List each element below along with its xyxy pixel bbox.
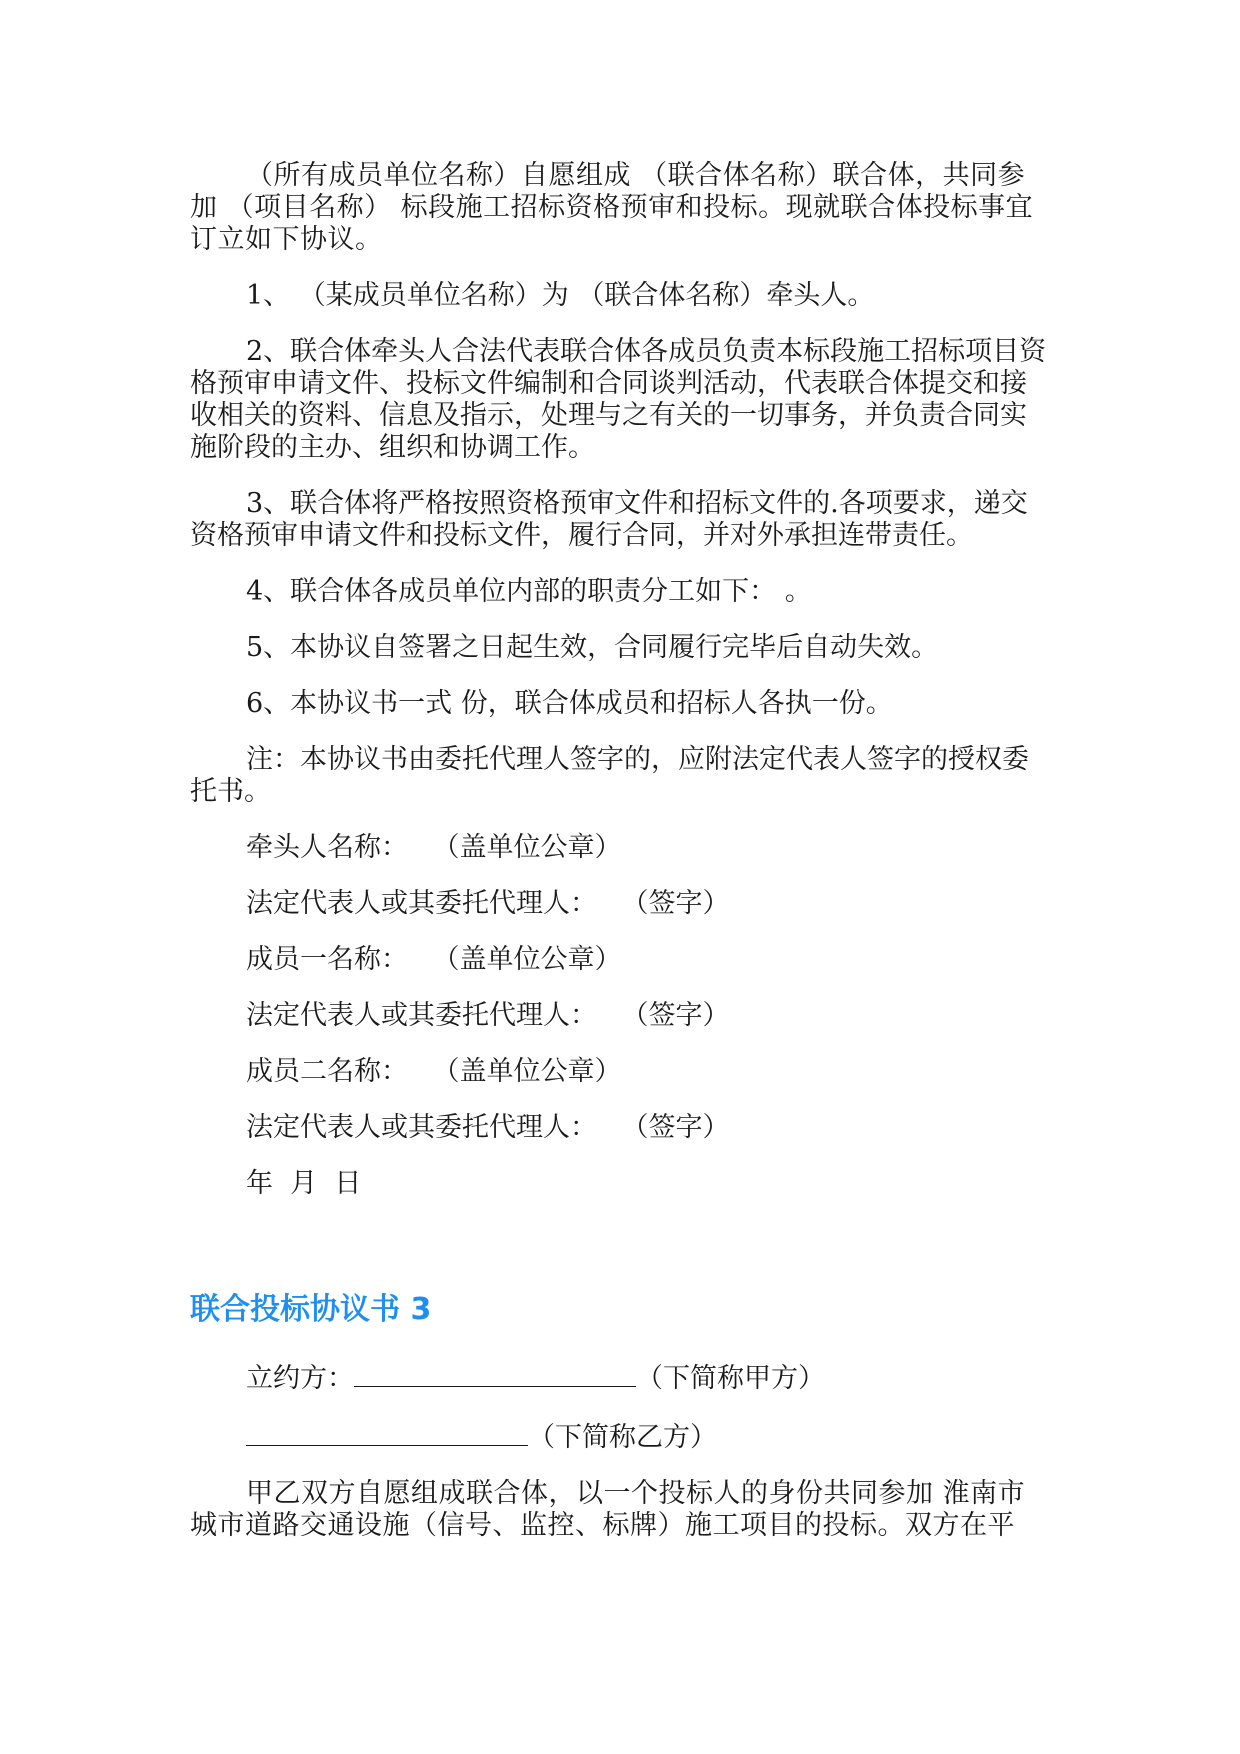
party-b-blank — [246, 1419, 528, 1446]
signature-lead-rep — [190, 888, 1050, 920]
signature-member-1-rep — [190, 1000, 1050, 1032]
clause-1: 1、 （某成员单位名称）为 （联合体名称）牵头人。 — [246, 280, 875, 311]
signature-member-2 — [190, 1056, 1050, 1088]
party-a-line — [190, 1360, 1050, 1395]
party-b-suffix: （下简称乙方） — [528, 1422, 717, 1453]
party-a-suffix: （下简称甲方） — [636, 1363, 825, 1394]
signature-label: 成员二名称： — [246, 1056, 408, 1087]
clause-6: 6、本协议书一式 份，联合体成员和招标人各执一份。 — [246, 688, 893, 719]
date-line: 年 月 日 — [246, 1168, 362, 1199]
signature-value: （盖单位公章） — [446, 944, 622, 975]
signature-member-2-rep — [190, 1112, 1050, 1144]
signature-lead — [190, 832, 1050, 864]
signature-label: 成员一名称： — [246, 944, 408, 975]
signature-value: （签字） — [635, 888, 730, 919]
signature-value: （盖单位公章） — [446, 1056, 622, 1087]
note-paragraph: 注：本协议书由委托代理人签字的，应附法定代表人签字的授权委托书。 — [190, 744, 1029, 807]
signature-value: （签字） — [635, 1000, 730, 1031]
clause-3: 3、联合体将严格按照资格预审文件和招标文件的.各项要求，递交资格预审申请文件和投标文件，履行合同，并对外承担连带责任。 — [190, 488, 1028, 551]
document-page — [190, 160, 1050, 1566]
intro-paragraph: （所有成员单位名称）自愿组成 （联合体名称）联合体，共同参加 （项目名称） 标段施工招标资格预审和投标。现就联合体投标事宜订立如下协议。 — [190, 160, 1034, 255]
clause-5: 5、本协议自签署之日起生效，合同履行完毕后自动失效。 — [246, 632, 939, 663]
party-a-blank — [354, 1360, 636, 1387]
signature-member-1 — [190, 944, 1050, 976]
party-b-line — [190, 1419, 1050, 1454]
signature-label: 法定代表人或其委托代理人： — [246, 1112, 597, 1143]
signature-label: 法定代表人或其委托代理人： — [246, 1000, 597, 1031]
section-title: 联合投标协议书 3 — [190, 1292, 432, 1327]
signature-label: 法定代表人或其委托代理人： — [246, 888, 597, 919]
clause-2: 2、联合体牵头人合法代表联合体各成员负责本标段施工招标项目资格预审申请文件、投标文件编制和合同谈判活动，代表联合体提交和接收相关的资料、信息及指示，处理与之有关的一切事务，并负责合同实施阶段的主办、组织和协调工作。 — [190, 336, 1047, 463]
signature-value: （盖单位公章） — [446, 832, 622, 863]
party-a-label: 立约方： — [246, 1363, 354, 1394]
signature-value: （签字） — [635, 1112, 730, 1143]
section3-body: 甲乙双方自愿组成联合体，以一个投标人的身份共同参加 淮南市城市道路交通设施（信号、监控、标牌）施工项目的投标。双方在平 — [190, 1478, 1026, 1541]
clause-4: 4、联合体各成员单位内部的职责分工如下： 。 — [246, 576, 812, 607]
signature-label: 牵头人名称： — [246, 832, 408, 863]
